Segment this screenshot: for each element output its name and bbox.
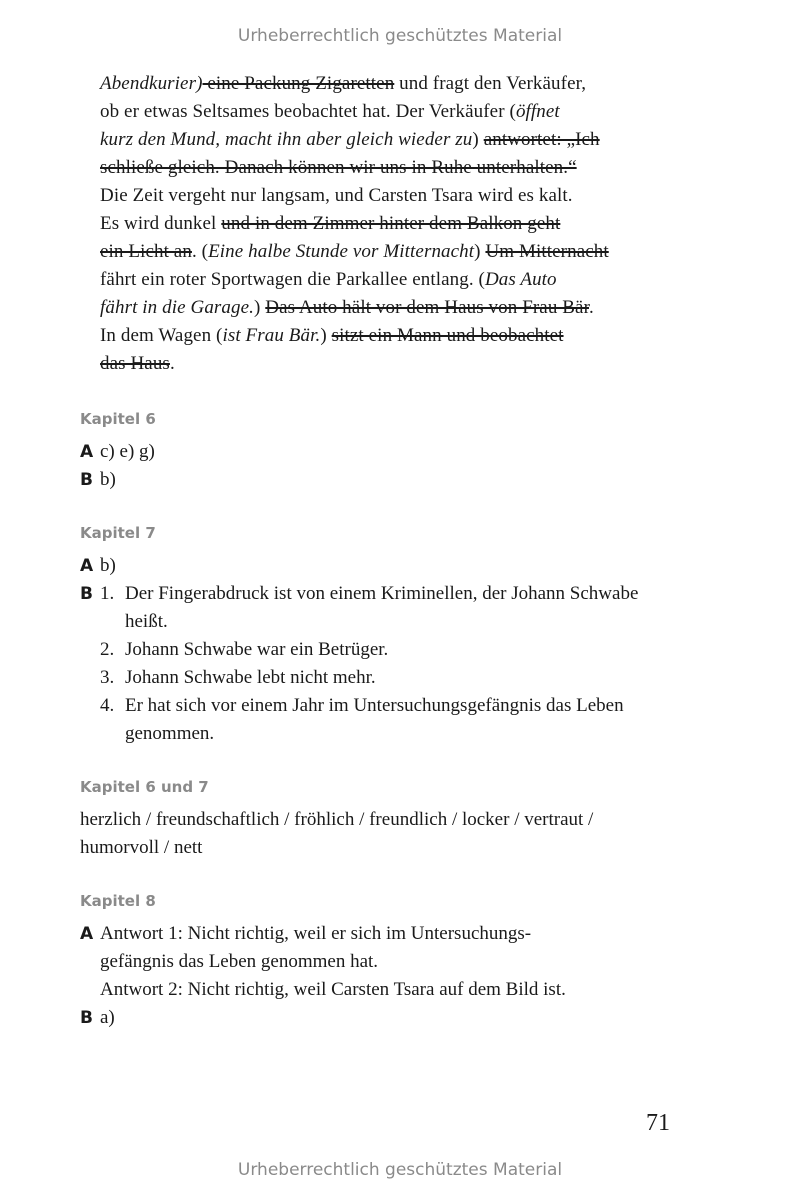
text: In dem Wagen ( bbox=[100, 325, 223, 346]
text: ) bbox=[474, 241, 486, 262]
struck-text: Um Mitternacht bbox=[485, 241, 609, 262]
text-italic: kurz den Mund, macht ihn aber gleich wieder zu bbox=[100, 129, 473, 150]
text: . ( bbox=[191, 241, 209, 262]
list-number: 1. bbox=[100, 583, 115, 604]
section-heading: Kapitel 7 bbox=[80, 524, 156, 542]
text: ob er etwas Seltsames beobachtet hat. Der Verkäufer ( bbox=[100, 101, 516, 122]
text: . bbox=[169, 353, 175, 374]
answer-a bbox=[80, 438, 720, 466]
text: fährt ein roter Sportwagen die Parkallee entlang. ( bbox=[100, 269, 485, 290]
text-italic: Abendkurier) bbox=[100, 73, 203, 94]
list-number: 3. bbox=[100, 667, 115, 688]
struck-text: schließe gleich. Danach können wir uns in Ruhe unterhalten.“ bbox=[100, 157, 577, 178]
watermark-bottom: Urheberrechtlich geschütztes Material bbox=[237, 1160, 563, 1180]
list-item bbox=[100, 664, 720, 692]
answer-text: c) e) g) bbox=[100, 441, 155, 462]
section-kapitel-7 bbox=[80, 524, 720, 748]
answer-text: gefängnis das Leben genommen hat. bbox=[100, 951, 379, 972]
list-text: Der Fingerabdruck ist von einem Kriminellen, der Johann Schwabe heißt. bbox=[125, 583, 639, 632]
corrected-paragraph bbox=[100, 70, 720, 378]
section-kapitel-8 bbox=[80, 892, 720, 1032]
answer-letter: A bbox=[80, 442, 94, 462]
struck-text: und in dem Zimmer hinter dem Balkon geht bbox=[221, 213, 561, 234]
answer-b bbox=[80, 1004, 720, 1032]
answer-letter: B bbox=[80, 470, 93, 490]
list-number: 4. bbox=[100, 695, 115, 716]
text: Es wird dunkel bbox=[100, 213, 222, 234]
struck-text: antwortet: „Ich bbox=[483, 129, 600, 150]
struck-text: Das Auto hält vor dem Haus von Frau Bär bbox=[265, 297, 589, 318]
watermark-top: Urheberrechtlich geschütztes Material bbox=[237, 26, 563, 46]
section-kapitel-6-und-7 bbox=[80, 778, 720, 862]
answer-text: Antwort 1: Nicht richtig, weil er sich im Untersuchungs- bbox=[100, 923, 532, 944]
answer-text: b) bbox=[100, 555, 116, 576]
page-content bbox=[80, 70, 720, 1032]
section-kapitel-6 bbox=[80, 410, 720, 494]
struck-text: das Haus bbox=[100, 353, 170, 374]
answer-a bbox=[80, 552, 720, 580]
answer-text: b) bbox=[100, 469, 116, 490]
answer-text: Antwort 2: Nicht richtig, weil Carsten Tsara auf dem Bild ist. bbox=[100, 979, 566, 1000]
list-item bbox=[100, 580, 720, 636]
text: . bbox=[588, 297, 594, 318]
answer-letter: B bbox=[80, 584, 93, 604]
answer-letter: A bbox=[80, 556, 94, 576]
answer-letter: A bbox=[80, 924, 94, 944]
answer-b bbox=[80, 466, 720, 494]
text-italic: Eine halbe Stunde vor Mitternacht bbox=[208, 241, 475, 262]
list-text: Er hat sich vor einem Jahr im Untersuchungsgefängnis das Leben genommen. bbox=[125, 695, 624, 744]
answer-b bbox=[80, 580, 720, 748]
text-italic: ist Frau Bär. bbox=[222, 325, 321, 346]
struck-text: sitzt ein Mann und beobachtet bbox=[331, 325, 564, 346]
section-heading: Kapitel 8 bbox=[80, 892, 156, 910]
text-italic: Das Auto bbox=[484, 269, 557, 290]
text-italic: öffnet bbox=[515, 101, 560, 122]
text: Die Zeit vergeht nur langsam, und Carsten Tsara wird es kalt. bbox=[100, 185, 573, 206]
page-number: 71 bbox=[646, 1110, 670, 1136]
list-text: Johann Schwabe war ein Betrüger. bbox=[125, 639, 389, 660]
text: und fragt den Verkäufer, bbox=[394, 73, 587, 94]
list-number: 2. bbox=[100, 639, 115, 660]
text: ) bbox=[254, 297, 266, 318]
struck-text: eine Packung Zigaretten bbox=[202, 73, 395, 94]
numbered-list bbox=[100, 580, 720, 748]
text-italic: fährt in die Garage. bbox=[100, 297, 254, 318]
struck-text: ein Licht an bbox=[100, 241, 192, 262]
list-text: Johann Schwabe lebt nicht mehr. bbox=[125, 667, 376, 688]
section-heading: Kapitel 6 und 7 bbox=[80, 778, 209, 796]
answer-text: a) bbox=[100, 1007, 115, 1028]
answer-a bbox=[80, 920, 720, 1004]
list-item bbox=[100, 636, 720, 664]
text: ) bbox=[320, 325, 332, 346]
text: ) bbox=[472, 129, 484, 150]
section-heading: Kapitel 6 bbox=[80, 410, 156, 428]
answer-letter: B bbox=[80, 1008, 93, 1028]
adjective-list: herzlich / freundschaftlich / fröhlich / freundlich / locker / vertraut / humorvoll / nett bbox=[80, 809, 594, 858]
list-item bbox=[100, 692, 720, 748]
